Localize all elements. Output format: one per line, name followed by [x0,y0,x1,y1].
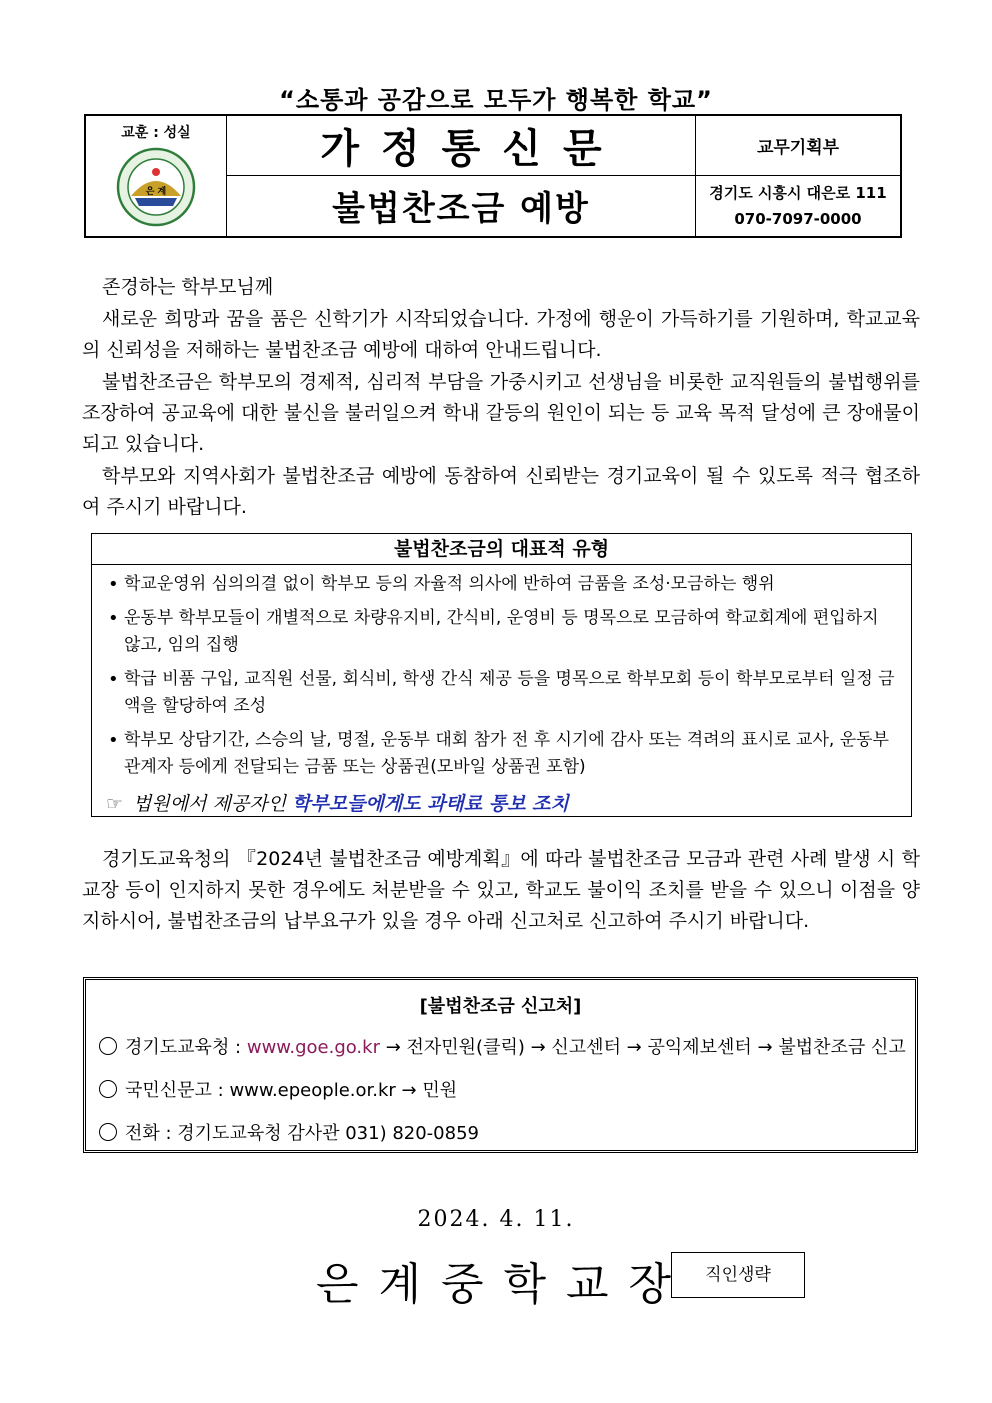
note-emphasis: 학부모들에게도 과태료 통보 조치 [291,793,569,815]
newsletter-subtitle: 불법찬조금 예방 [332,189,590,230]
closing-paragraph: 경기도교육청의 『2024년 불법찬조금 예방계획』에 따라 불법찬조금 모금과 관련 사례 발생 시 학교장 등이 인지하지 못한 경우에도 처분받을 수 있고, 학교도 불이익 조치를 받을 수 있으니 이점을 양지하시어, 불법찬조금의 납부요구가 있을 경우 아래 신고처로 신고하여 주시기 바랍니다. [82,848,920,932]
report-row-phone [99,1119,479,1145]
report-office-label: 경기도교육청 : [125,1037,247,1058]
principal-signature: 은계중학교장 [316,1259,692,1310]
seal-omitted-box: 직인생략 [671,1252,805,1298]
circle-bullet-icon [99,1123,117,1141]
circle-bullet-icon [99,1037,117,1055]
school-motto-label: 교훈 : 성실 [121,125,191,141]
title-main-cell [227,115,696,175]
logo-text: 은 계 [145,187,167,197]
report-row-office [99,1033,906,1059]
report-box-title: [불법찬조금 신고처] [419,996,582,1017]
types-list [92,565,911,781]
title-sub-cell [227,175,696,237]
paragraph-intro: 새로운 희망과 꿈을 품은 신학기가 시작되었습니다. 가정에 행운이 가득하기를 기원하며, 학교교육의 신뢰성을 저해하는 불법찬조금 예방에 대하여 안내드립니다. [82,308,920,361]
report-phone-text: 전화 : 경기도교육청 감사관 031) 820-0859 [125,1123,479,1144]
closing-section [82,844,920,938]
paragraph-harm: 불법찬조금은 학부모의 경제적, 심리적 부담을 가중시키고 선생님을 비롯한 교직원들의 불법행위를 조장하여 공교육에 대한 불신을 불러일으켜 학내 갈등의 원인이 되는 등 교육 목적 달성에 큰 장애물이 되고 있습니다. [82,371,920,455]
school-address: 경기도 시흥시 대은로 111 [709,183,887,202]
contact-cell [696,175,902,237]
report-office-path: → 전자민원(클릭) → 신고센터 → 공익제보센터 → 불법찬조금 신고 [379,1037,906,1058]
school-phone: 070-7097-0000 [734,209,862,228]
list-item: • 학급 비품 구입, 교직원 선물, 회식비, 학생 간식 제공 등을 명목으로 학부모회 등이 학부모로부터 일정 금액을 할당하여 조성 [106,666,895,720]
penalty-note [106,789,569,816]
report-epeople-text: 국민신문고 : www.epeople.or.kr → 민원 [125,1080,458,1101]
types-box [91,533,912,817]
newsletter-header [84,114,902,238]
circle-bullet-icon [99,1080,117,1098]
report-row-epeople [99,1076,457,1102]
school-logo-icon [111,146,201,228]
greeting: 존경하는 학부모님께 [102,276,274,298]
school-emblem-cell [85,115,227,237]
pointing-hand-icon: ☞ [106,793,124,815]
report-box [83,977,918,1153]
list-item: • 학교운영위 심의의결 없이 학부모 등의 자율적 의사에 반하여 금품을 조성·모금하는 행위 [106,571,895,598]
school-slogan: “소통과 공감으로 모두가 행복한 학교” [279,86,713,114]
issue-date: 2024. 4. 11. [417,1207,575,1232]
office-url-link[interactable]: www.goe.go.kr [246,1037,380,1058]
letter-body [82,272,920,524]
note-prefix: 법원에서 제공자인 [133,793,286,815]
list-item: • 학부모 상담기간, 스승의 날, 명절, 운동부 대회 참가 전 후 시기에 감사 또는 격려의 표시로 교사, 운동부 관계자 등에게 전달되는 금품 또는 상품권(모바일 상품권 포함) [106,727,895,781]
paragraph-request: 학부모와 지역사회가 불법찬조금 예방에 동참하여 신뢰받는 경기교육이 될 수 있도록 적극 협조하여 주시기 바랍니다. [82,465,920,518]
list-item: • 운동부 학부모들이 개별적으로 차량유지비, 간식비, 운영비 등 명목으로 모금하여 학교회계에 편입하지 않고, 임의 집행 [106,605,895,659]
department: 교무기획부 [696,115,902,175]
newsletter-title: 가정통신문 [320,125,624,172]
types-box-title: 불법찬조금의 대표적 유형 [92,534,911,565]
